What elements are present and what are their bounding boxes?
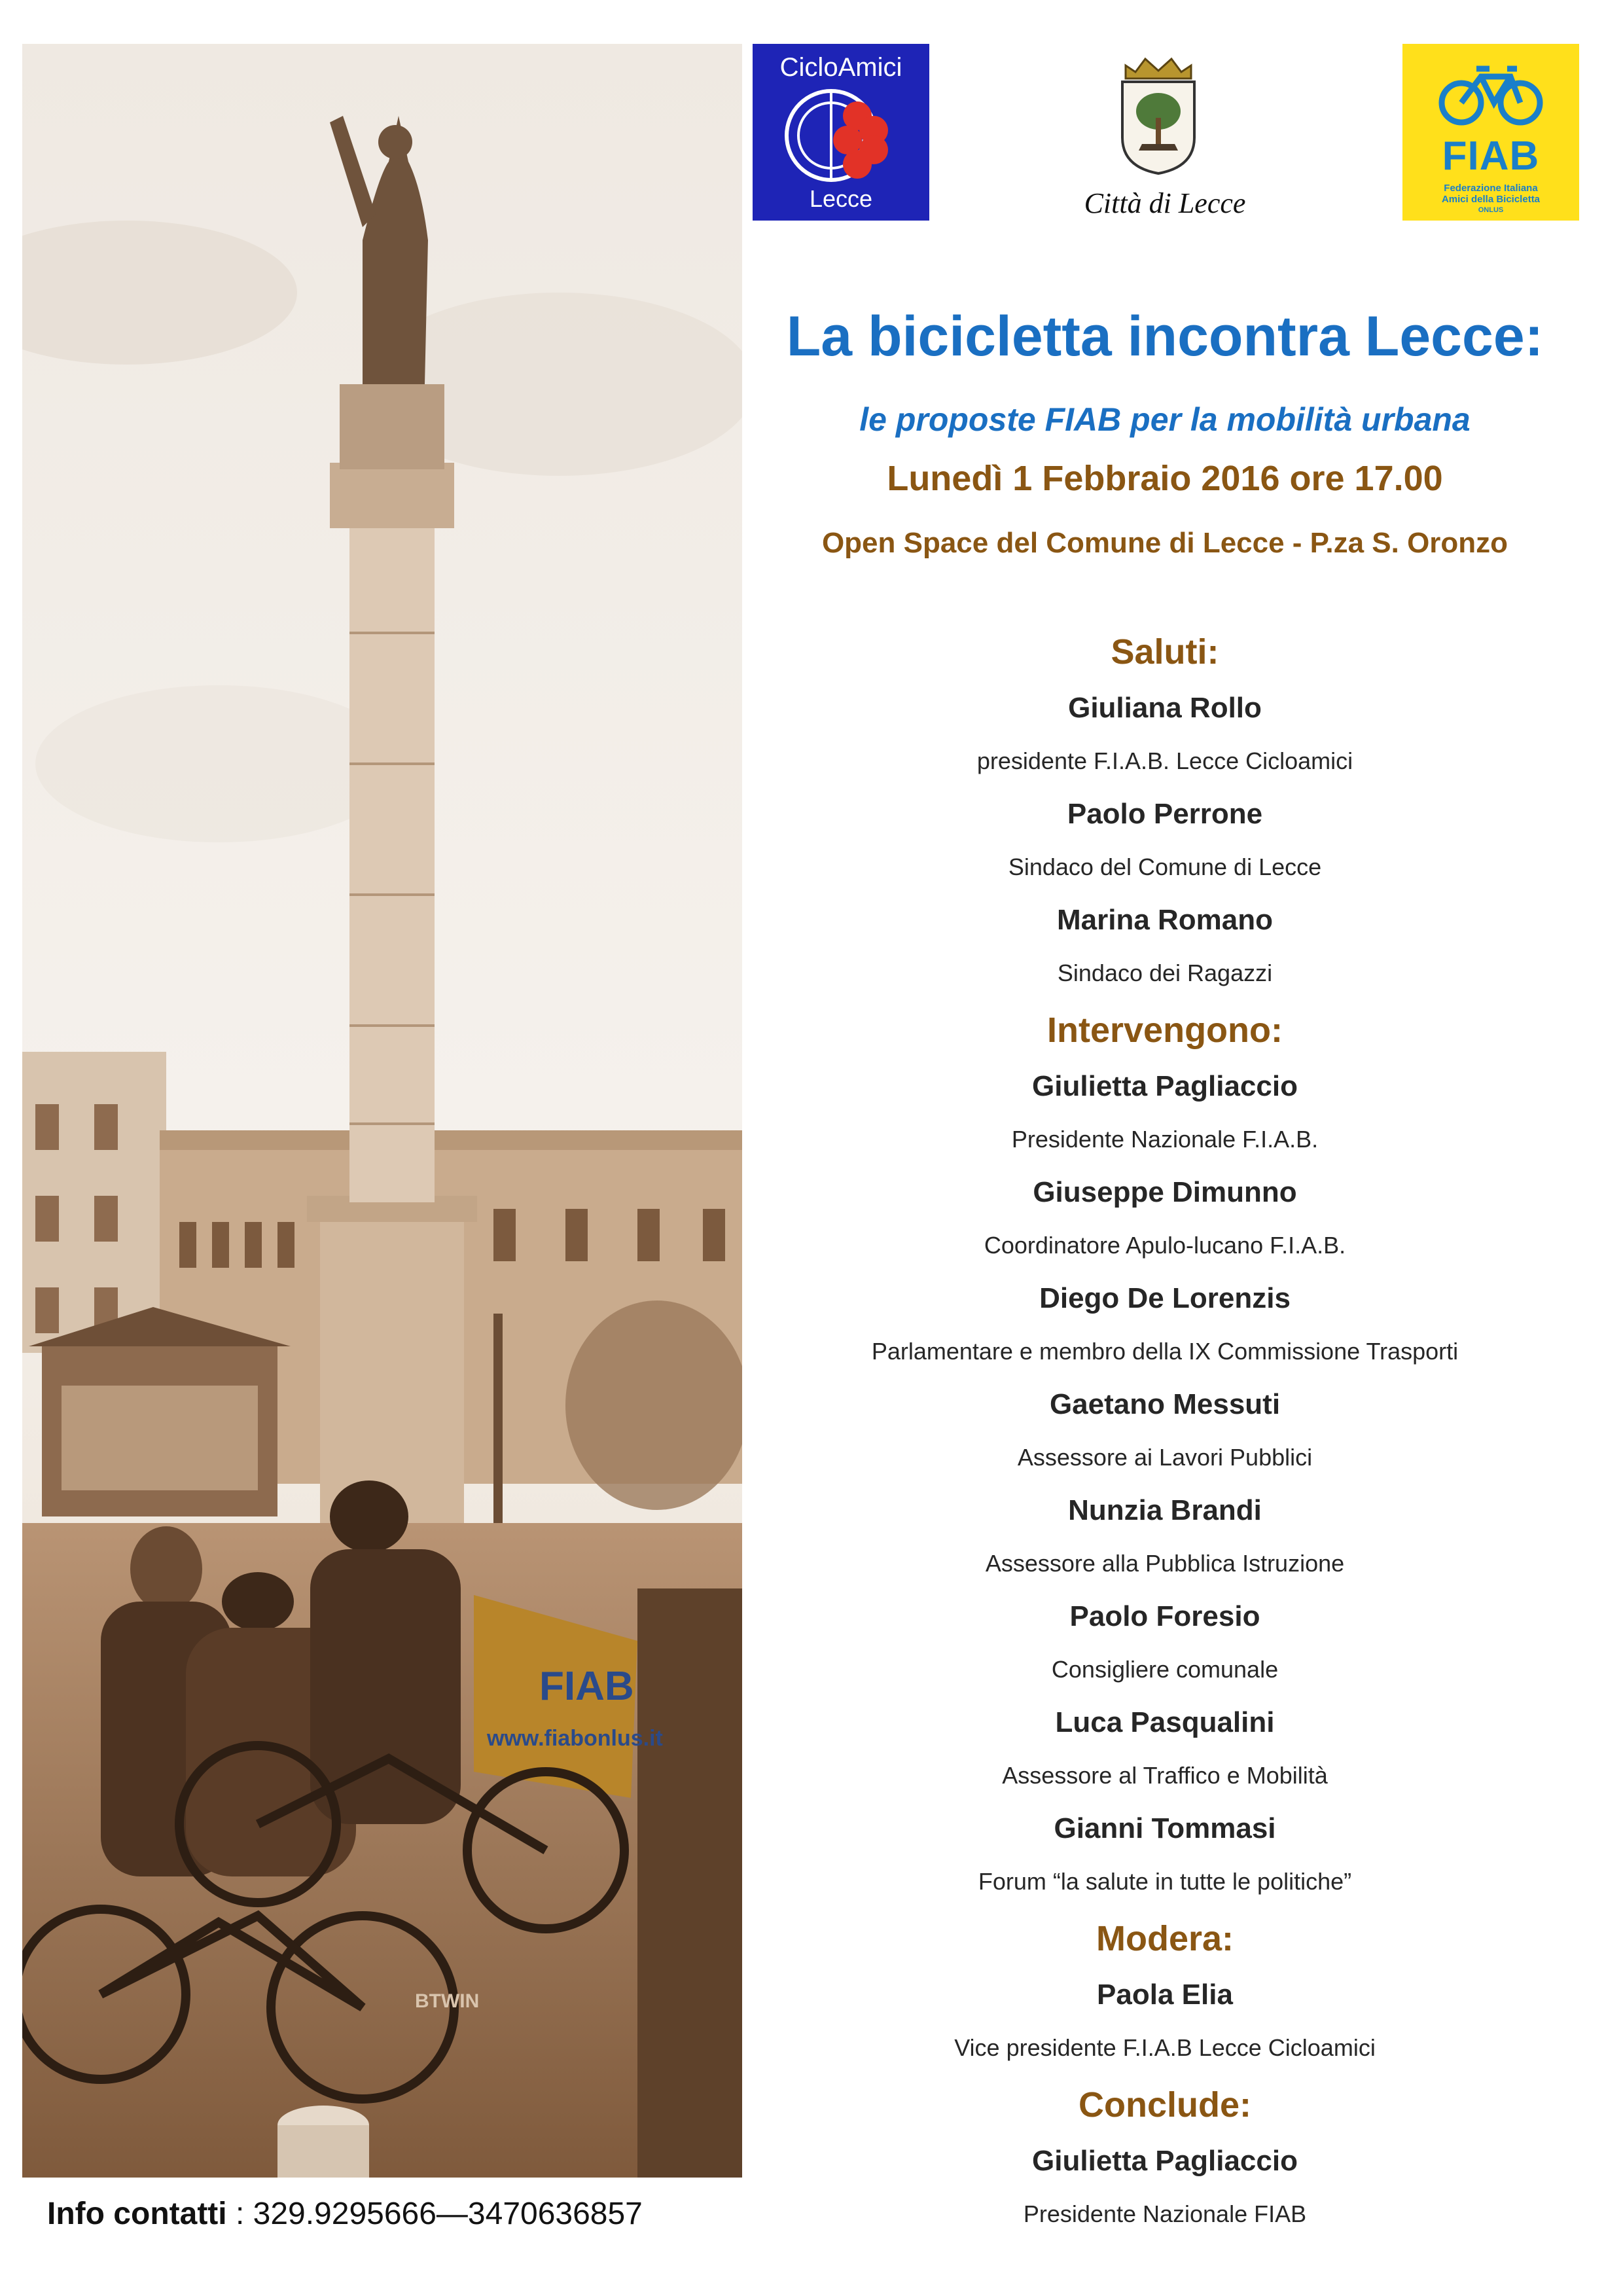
speaker-role: Consigliere comunale: [1051, 1656, 1279, 1683]
contact-info: [47, 2196, 643, 2232]
event-subtitle: le proposte FIAB per la mobilità urbana: [859, 401, 1471, 438]
speaker-name: Marina Romano: [1056, 904, 1274, 936]
program: [759, 622, 1571, 2241]
speaker: [759, 1060, 1571, 1166]
city-crest-icon: [1113, 52, 1204, 177]
speaker-role: Assessore alla Pubblica Istruzione: [985, 1550, 1345, 1577]
city-label: Città di Lecce: [1084, 187, 1246, 219]
speaker: [759, 2135, 1571, 2241]
speaker-role: Sindaco dei Ragazzi: [1057, 960, 1273, 986]
speaker: [759, 788, 1571, 894]
flag-url: www.fiabonlus.it: [487, 1726, 663, 1751]
event-title: La bicicletta incontra Lecce:: [786, 305, 1544, 368]
fiab-logo-name: FIAB: [1442, 134, 1540, 179]
speaker: [759, 894, 1571, 1000]
bicycle-icon: [1438, 57, 1543, 129]
fiab-logo: [1402, 44, 1579, 221]
speaker-name: Nunzia Brandi: [1068, 1494, 1262, 1526]
speaker-name: Giuseppe Dimunno: [1033, 1176, 1297, 1208]
speaker: [759, 1166, 1571, 1272]
contact-phones: : 329.9295666—3470636857: [226, 2197, 643, 2231]
speaker: [759, 1590, 1571, 1696]
cicloamici-logo-bottom: Lecce: [809, 185, 873, 212]
speaker: [759, 1696, 1571, 1803]
speaker: [759, 1969, 1571, 2075]
bicycle-wheel-flower-icon: [779, 83, 903, 188]
speaker-role: Presidente Nazionale F.I.A.B.: [1011, 1126, 1319, 1153]
fiab-logo-sub2: Amici della Bicicletta: [1441, 194, 1541, 205]
speaker-name: Paolo Foresio: [1069, 1600, 1260, 1632]
speaker-role: Coordinatore Apulo-lucano F.I.A.B.: [984, 1232, 1346, 1259]
section-heading-modera: Modera:: [1096, 1919, 1234, 1958]
fiab-logo-sub1: Federazione Italiana: [1444, 183, 1538, 194]
speaker-name: Giulietta Pagliaccio: [1032, 1070, 1298, 1102]
speaker: [759, 1272, 1571, 1378]
section-heading-intervengono: Intervengono:: [1047, 1011, 1283, 1050]
speaker-name: Giulietta Pagliaccio: [1032, 2145, 1298, 2177]
speaker-role: Sindaco del Comune di Lecce: [1008, 853, 1322, 880]
bike-brand: BTWIN: [415, 1990, 480, 2012]
speaker: [759, 1803, 1571, 1909]
event-photo: [22, 44, 742, 2178]
speaker-role: Assessore al Traffico e Mobilità: [1002, 1762, 1328, 1789]
speaker-role: Presidente Nazionale FIAB: [1023, 2200, 1307, 2227]
speaker-role: Assessore ai Lavori Pubblici: [1017, 1444, 1313, 1471]
contact-label: Info contatti: [47, 2197, 227, 2231]
speaker-name: Diego De Lorenzis: [1039, 1282, 1291, 1314]
fiab-logo-onlus: ONLUS: [1478, 206, 1504, 214]
speaker-name: Luca Pasqualini: [1055, 1706, 1275, 1738]
event-date: Lunedì 1 Febbraio 2016 ore 17.00: [887, 459, 1443, 498]
cicloamici-logo-top: CicloAmici: [779, 53, 902, 82]
speaker-role: Vice presidente F.I.A.B Lecce Cicloamici: [954, 2034, 1376, 2061]
speaker-role: Parlamentare e membro della IX Commissione Trasporti: [871, 1338, 1459, 1365]
speaker-name: Paola Elia: [1097, 1979, 1233, 2011]
speaker-name: Giuliana Rollo: [1068, 692, 1262, 724]
speaker-role: presidente F.I.A.B. Lecce Cicloamici: [976, 747, 1353, 774]
cicloamici-logo: [753, 44, 929, 221]
section-heading-conclude: Conclude:: [1079, 2085, 1251, 2125]
speaker: [759, 1484, 1571, 1590]
speaker-role: Forum “la salute in tutte le politiche”: [978, 1868, 1352, 1895]
speaker: [759, 682, 1571, 788]
speaker: [759, 1378, 1571, 1484]
section-heading-saluti: Saluti:: [1111, 632, 1219, 672]
flag-text: FIAB: [539, 1664, 634, 1709]
speaker-name: Paolo Perrone: [1067, 798, 1263, 830]
speaker-name: Gianni Tommasi: [1054, 1812, 1276, 1844]
event-venue: Open Space del Comune di Lecce - P.za S. Oronzo: [821, 527, 1508, 559]
speaker-name: Gaetano Messuti: [1049, 1388, 1281, 1420]
